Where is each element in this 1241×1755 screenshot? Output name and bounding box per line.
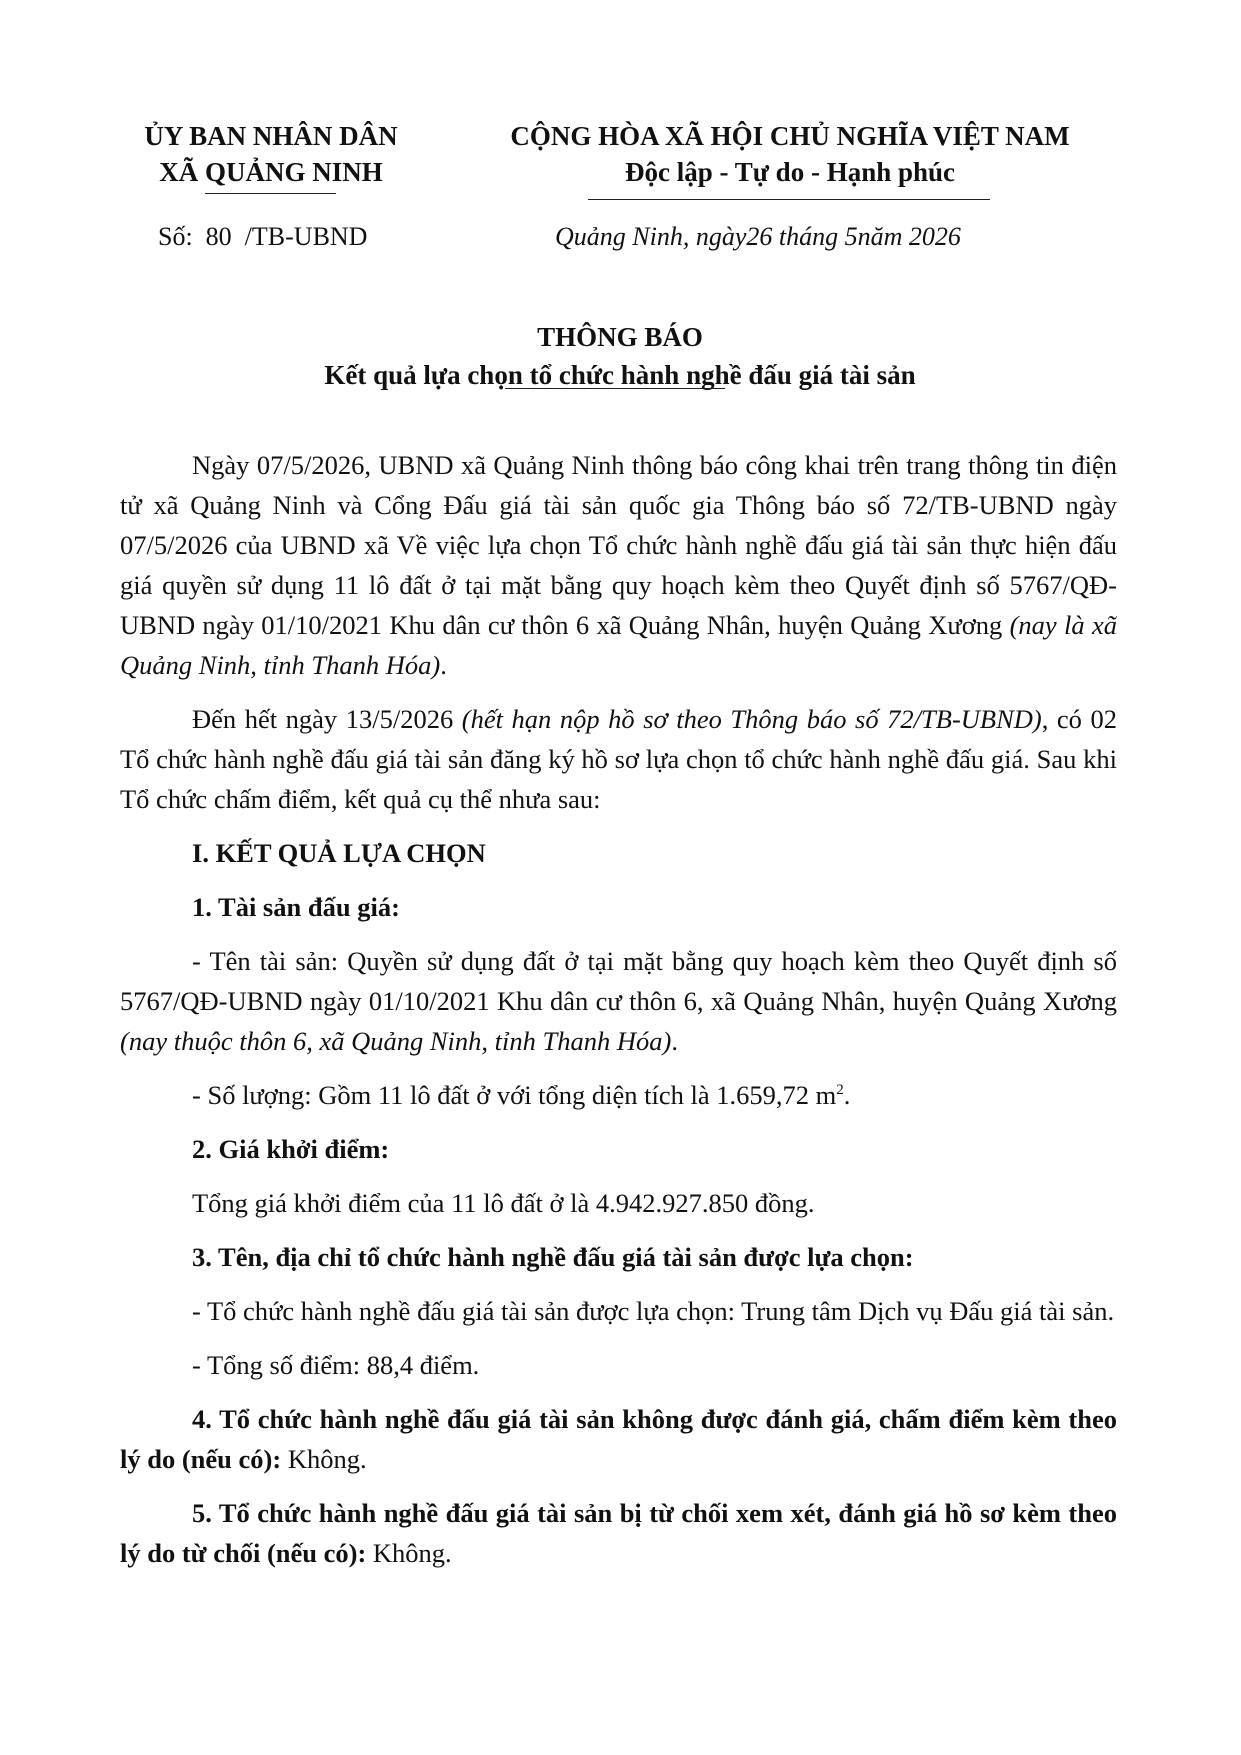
title-block — [120, 318, 1120, 394]
section-heading-1: I. KẾT QUẢ LỰA CHỌN — [192, 838, 486, 868]
selected-org: - Tổ chức hành nghề đấu giá tài sản được lựa chọn: Trung tâm Dịch vụ Đấu giá tài sản. — [192, 1296, 1115, 1326]
start-price: Tổng giá khởi điểm của 11 lô đất ở là 4.942.927.850 đồng. — [192, 1188, 815, 1218]
heading-asset: 1. Tài sản đấu giá: — [192, 892, 400, 922]
motto-underline — [588, 199, 990, 200]
date-month-word: tháng — [772, 222, 845, 251]
not-evaluated: 4. Tổ chức hành nghề đấu giá tài sản không được đánh giá, chấm điểm kèm theo lý do (nếu có): Không. — [120, 1404, 1117, 1474]
total-score: - Tổng số điểm: 88,4 điểm. — [192, 1350, 480, 1380]
document-body — [120, 445, 1117, 1587]
title-underline — [505, 388, 725, 389]
heading-start-price: 2. Giá khởi điểm: — [192, 1134, 390, 1164]
national-motto — [440, 118, 1140, 190]
date-year: năm 2026 — [857, 222, 961, 251]
document-number: Số: 80 /TB-UBND — [158, 222, 368, 251]
rejected: 5. Tổ chức hành nghề đấu giá tài sản bị từ chối xem xét, đánh giá hồ sơ kèm theo lý do từ chối (nếu có): Không. — [120, 1498, 1117, 1568]
motto: Độc lập - Tự do - Hạnh phúc — [624, 157, 956, 187]
document-subtitle: Kết quả lựa chọn tổ chức hành nghề đấu giá tài sản — [324, 360, 916, 390]
heading-selected-org: 3. Tên, địa chỉ tổ chức hành nghề đấu giá tài sản được lựa chọn: — [192, 1242, 914, 1272]
document-date — [555, 222, 961, 252]
document-title: THÔNG BÁO — [537, 322, 703, 352]
agency-line-2: XÃ QUẢNG NINH — [159, 157, 383, 187]
paragraph-1: Ngày 07/5/2026, UBND xã Quảng Ninh thông báo công khai trên trang thông tin điện tử xã Quảng Ninh và Cổng Đấu giá tài sản quốc gia Thông báo số 72/TB-UBND ngày 07/5/2026 của UBND xã Về việc lựa chọn Tổ chức hành nghề đấu giá tài sản thực hiện đấu giá quyền sử dụng 11 lô đất ở tại mặt bằng quy hoạch kèm theo Quyết định số 5767/QĐ-UBND ngày 01/10/2021 Khu dân cư thôn 6 xã Quảng Nhân, huyện Quảng Xương (nay là xã Quảng Ninh, tỉnh Thanh Hóa). — [120, 450, 1117, 680]
issuing-agency — [120, 118, 422, 190]
asset-name: - Tên tài sản: Quyền sử dụng đất ở tại mặt bằng quy hoạch kèm theo Quyết định số 5767/QĐ-UBND ngày 01/10/2021 Khu dân cư thôn 6, xã Quảng Nhân, huyện Quảng Xương (nay thuộc thôn 6, xã Quảng Ninh, tỉnh Thanh Hóa). — [120, 946, 1117, 1056]
date-month: 5 — [844, 222, 858, 251]
agency-line-1: ỦY BAN NHÂN DÂN — [144, 121, 398, 151]
paragraph-2: Đến hết ngày 13/5/2026 (hết hạn nộp hồ sơ theo Thông báo số 72/TB-UBND), có 02 Tổ chức hành nghề đấu giá tài sản đăng ký hồ sơ lựa chọn tổ chức hành nghề đấu giá. Sau khi Tổ chức chấm điểm, kết quả cụ thể nhưa sau: — [120, 704, 1117, 814]
date-prefix: Quảng Ninh, ngày — [555, 222, 747, 251]
asset-quantity: - Số lượng: Gồm 11 lô đất ở với tổng diện tích là 1.659,72 $m^2$. — [192, 1080, 851, 1110]
country-name: CỘNG HÒA XÃ HỘI CHỦ NGHĨA VIỆT NAM — [510, 121, 1070, 151]
date-day: 26 — [746, 222, 773, 251]
agency-underline — [205, 193, 336, 194]
